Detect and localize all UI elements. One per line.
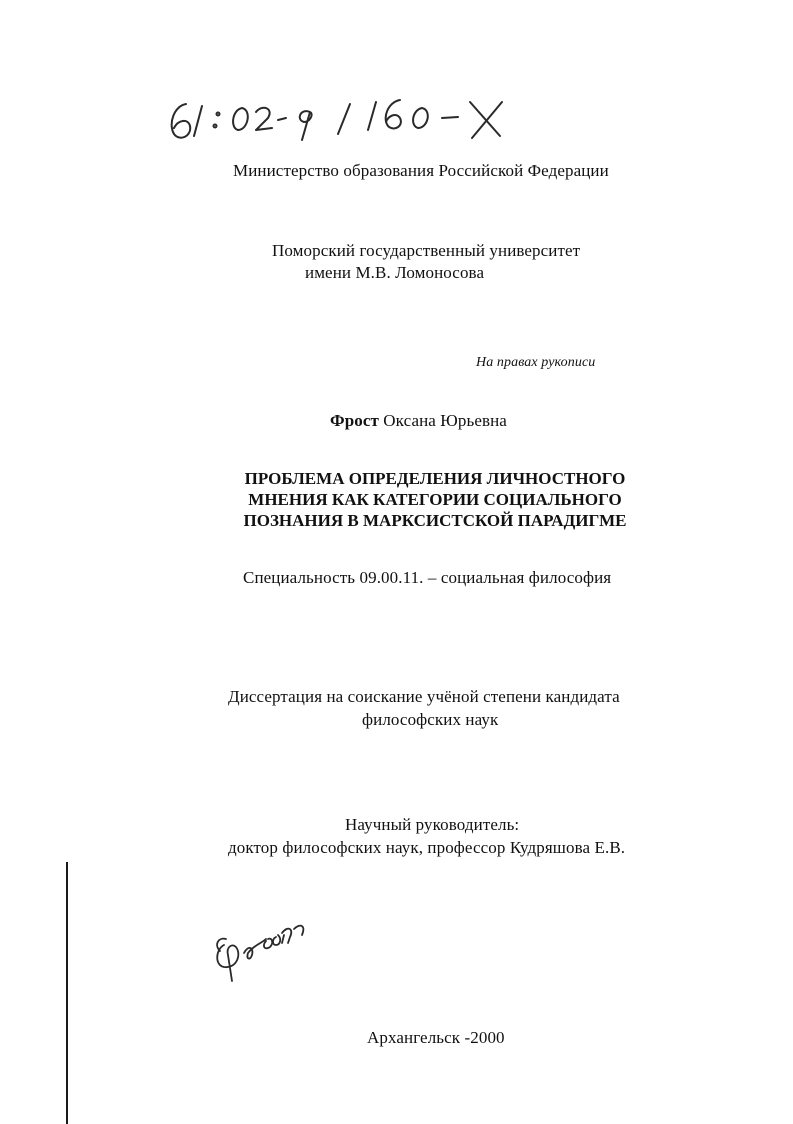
degree-statement-line1: Диссертация на соискание учёной степени кандидата [228, 687, 620, 706]
supervisor-label: Научный руководитель: [345, 815, 520, 834]
supervisor-name: доктор философских наук, профессор Кудряшова Е.В. [228, 838, 626, 857]
degree-statement-line2: философских наук [362, 710, 499, 729]
scan-edge-line [66, 862, 68, 1124]
handwritten-archive-code [160, 84, 520, 154]
manuscript-rights-note: На правах рукописи [476, 355, 596, 370]
author-given-names: Оксана Юрьевна [378, 411, 507, 430]
university-name-line2: имени М.В. Ломоносова [305, 263, 485, 282]
title-line-3: ПОЗНАНИЯ В МАРКСИСТСКОЙ ПАРАДИГМЕ [243, 511, 627, 530]
university-name-line1: Поморский государственный университет [272, 241, 581, 260]
author-signature [210, 915, 320, 985]
city-year: Архангельск -2000 [367, 1028, 505, 1047]
author-name [330, 410, 507, 432]
title-line-1: ПРОБЛЕМА ОПРЕДЕЛЕНИЯ ЛИЧНОСТНОГО [244, 469, 626, 488]
title-line-2: МНЕНИЯ КАК КАТЕГОРИИ СОЦИАЛЬНОГО [248, 490, 622, 509]
author-surname: Фрост [330, 411, 379, 430]
ministry-name: Министерство образования Российской Федерации [233, 161, 609, 180]
dissertation-title [200, 468, 670, 531]
specialty-line: Специальность 09.00.11. – социальная философия [243, 568, 612, 587]
